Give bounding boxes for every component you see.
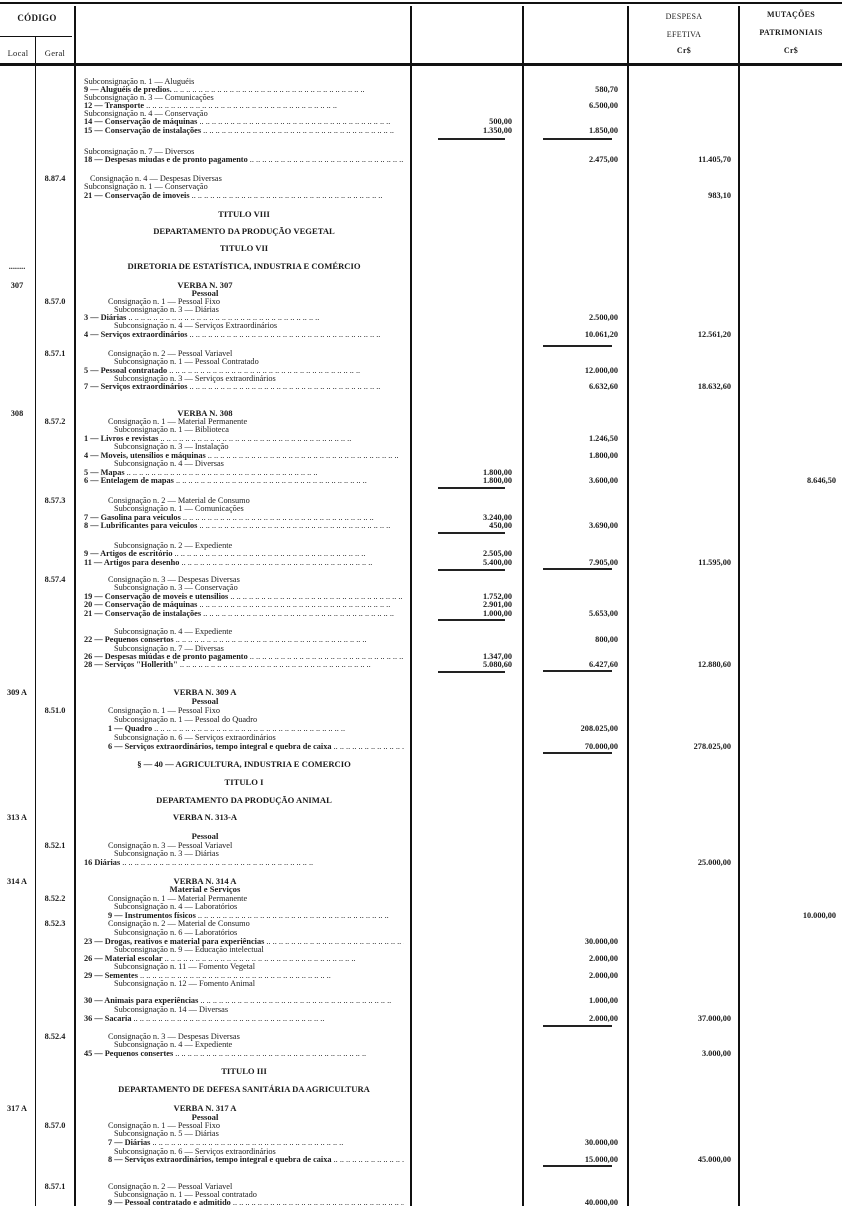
line-description: Consignação n. 3 — Despesas Diversas: [108, 575, 240, 584]
line-description: Subconsignação n. 4 — Expediente: [114, 1040, 233, 1049]
line-description: Consignação n. 4 — Despesas Diversas: [90, 174, 222, 183]
line-description: Subconsignação n. 1 — Pessoal do Quadro: [114, 715, 258, 724]
verba-title: VERBA N. 309 A: [173, 687, 237, 697]
verba-row: [0, 813, 842, 822]
section-title: TITULO VIII: [218, 209, 270, 219]
section-heading-row: [0, 244, 842, 253]
amount-c3: 12.561,20: [697, 330, 731, 339]
geral-header: Geral: [44, 48, 66, 58]
table-row: [0, 330, 842, 339]
sum-rule: [543, 1165, 612, 1167]
amount-c1: 3.240,00: [482, 513, 512, 522]
section-heading-row: [0, 1067, 842, 1076]
table-row: [0, 600, 842, 609]
amount-c1: 5.080,60: [482, 660, 512, 669]
section-heading-row: [0, 262, 842, 271]
amount-c2: 10.061,20: [584, 330, 618, 339]
geral-code: 8.57.0: [44, 1121, 66, 1130]
section-title: DIRETORIA DE ESTATÍSTICA, INDUSTRIA E COMÉRCIO: [127, 261, 361, 271]
amount-c1: 450,00: [489, 521, 512, 530]
amount-c2: 2.000,00: [588, 954, 618, 963]
table-row: [0, 919, 842, 928]
amount-c2: 7.905,00: [588, 558, 618, 567]
sum-rule: [543, 1025, 612, 1027]
line-description: Consignação n. 2 — Pessoal Variavel: [108, 349, 233, 358]
table-row: [0, 858, 842, 867]
line-description: Subconsignação n. 6 — Laboratórios: [114, 928, 238, 937]
line-description: 5 — Mapas .. ..: [84, 468, 404, 477]
amount-c3: 18.632,60: [697, 382, 731, 391]
table-row: [0, 1040, 842, 1049]
table-row: [0, 928, 842, 937]
line-description: 6 — Entelagem de mapas .. ..: [84, 476, 404, 485]
sum-rule: [438, 671, 505, 673]
amount-c2: 12.000,00: [584, 366, 618, 375]
table-row: [0, 1049, 842, 1058]
amount-c1: 1.800,00: [482, 468, 512, 477]
table-row: [0, 1129, 842, 1138]
amount-c2: 1.800,00: [588, 451, 618, 460]
section-heading-row: [0, 760, 842, 769]
amount-c2: 2.500,00: [588, 313, 618, 322]
line-description: 7 — Diárias .. ..: [108, 1138, 404, 1147]
section-heading-row: [0, 227, 842, 236]
table-row: [0, 558, 842, 567]
verba-row: [0, 885, 842, 894]
top-rule: [0, 2, 842, 4]
amount-c2: 208.025,00: [580, 724, 618, 733]
local-code: 317 A: [6, 1104, 28, 1113]
verba-title: VERBA N. 314 A: [173, 876, 237, 886]
verba-row: [0, 1104, 842, 1113]
line-description: Subconsignação n. 9 — Educação intelectual: [114, 945, 264, 954]
line-description: Subconsignação n. 4 — Laboratórios: [114, 902, 238, 911]
amount-c2: 2.475,00: [588, 155, 618, 164]
line-description: Subconsignação n. 3 — Diárias: [114, 305, 219, 314]
amount-c1: 5.400,00: [482, 558, 512, 567]
section-title: DEPARTAMENTO DA PRODUÇÃO VEGETAL: [153, 226, 335, 236]
despesa-header-1: DESPESA: [665, 12, 703, 21]
line-description: Subconsignação n. 1 — Conservação: [84, 182, 208, 191]
section-title: TITULO I: [224, 777, 264, 787]
line-description: Subconsignação n. 3 — Instalação: [114, 442, 229, 451]
table-row: [0, 945, 842, 954]
section-heading-row: [0, 778, 842, 787]
line-description: 7 — Serviços extraordinários .. ..: [84, 382, 404, 391]
verba-row: [0, 688, 842, 697]
mutacoes-header-3: Cr$: [783, 46, 799, 55]
line-description: Subconsignação n. 3 — Serviços extraordinários: [114, 374, 276, 383]
line-description: Consignação n. 3 — Despesas Diversas: [108, 1032, 240, 1041]
codigo-header: CÓDIGO: [17, 13, 57, 23]
line-description: 21 — Conservação de imoveis .. ..: [84, 191, 404, 200]
amount-c2: 580,70: [595, 85, 618, 94]
geral-code: 8.57.1: [44, 349, 66, 358]
line-description: 11 — Artigos para desenho .. ..: [84, 558, 404, 567]
local-code: 307: [10, 281, 24, 290]
line-description: 9 — Aluguéis de predios. .. ..: [84, 85, 404, 94]
table-row: [0, 459, 842, 468]
amount-c2: 2.000,00: [588, 1014, 618, 1023]
line-description: Consignação n. 1 — Pessoal Fixo: [108, 1121, 221, 1130]
verba-title: VERBA N. 308: [177, 408, 233, 418]
amount-c2: 1.850,00: [588, 126, 618, 135]
table-row: [0, 1005, 842, 1014]
line-description: 16 Diárias .. ..: [84, 858, 404, 867]
line-description: 9 — Artigos de escritório .. ..: [84, 549, 404, 558]
geral-code: 8.57.3: [44, 496, 66, 505]
sum-rule: [438, 487, 505, 489]
despesa-header-2: EFETIVA: [666, 30, 702, 39]
line-description: 21 — Conservação de instalações .. ..: [84, 609, 404, 618]
sum-rule: [543, 138, 612, 140]
line-description: Subconsignação n. 4 — Conservação: [84, 109, 208, 118]
amount-c3: 11.595,00: [698, 558, 731, 567]
local-header: Local: [7, 48, 29, 58]
amount-c3: 11.405,70: [698, 155, 731, 164]
line-description: Subconsignação n. 14 — Diversas: [114, 1005, 229, 1014]
line-description: Consignação n. 1 — Pessoal Fixo: [108, 297, 221, 306]
sum-rule: [543, 670, 612, 672]
line-description: Subconsignação n. 1 — Pessoal contratado: [114, 1190, 257, 1199]
geral-code: 8.51.0: [44, 706, 66, 715]
line-description: Consignação n. 2 — Material de Consumo: [108, 919, 250, 928]
line-description: 19 — Conservação de moveis e utensilios .. ..: [84, 592, 404, 601]
section-title: DEPARTAMENTO DA PRODUÇÃO ANIMAL: [156, 795, 332, 805]
table-row: [0, 1014, 842, 1023]
amount-c2: 70.000,00: [584, 742, 618, 751]
amount-c1: 1.347,00: [482, 652, 512, 661]
amount-c2: 3.600,00: [588, 476, 618, 485]
amount-c2: 30.000,00: [584, 1138, 618, 1147]
line-description: 15 — Conservação de instalações .. ..: [84, 126, 404, 135]
table-row: [0, 321, 842, 330]
table-row: [0, 962, 842, 971]
line-description: Subconsignação n. 6 — Serviços extraordinários: [114, 1147, 276, 1156]
local-code: 309 A: [6, 688, 28, 697]
amount-c1: 1.000,00: [482, 609, 512, 618]
line-description: Consignação n. 3 — Pessoal Variavel: [108, 841, 233, 850]
amount-c2: 800,00: [595, 635, 618, 644]
amount-c2: 6.632,60: [588, 382, 618, 391]
verba-title: Material e Serviços: [169, 884, 241, 894]
line-description: 4 — Moveis, utensilios e máquinas .. ..: [84, 451, 404, 460]
line-description: Subconsignação n. 5 — Diárias: [114, 1129, 219, 1138]
table-row: [0, 996, 842, 1005]
line-description: Subconsignação n. 1 — Aluguéis: [84, 77, 195, 86]
codigo-divider: [0, 36, 72, 37]
geral-code: 8.57.2: [44, 417, 66, 426]
line-description: 23 — Drogas, reativos e material para experiências .. ..: [84, 937, 404, 946]
amount-c4: 8.646,50: [806, 476, 836, 485]
sum-rule: [543, 345, 612, 347]
line-description: Subconsignação n. 4 — Diversas: [114, 459, 224, 468]
amount-c3: 983,10: [708, 191, 731, 200]
verba-title: Pessoal: [191, 696, 219, 706]
geral-code: 8.87.4: [44, 174, 66, 183]
table-row: [0, 706, 842, 715]
table-row: [0, 583, 842, 592]
amount-c3: 12.880,60: [697, 660, 731, 669]
geral-code: 8.52.1: [44, 841, 66, 850]
amount-c1: 1.800,00: [482, 476, 512, 485]
amount-c3: 45.000,00: [697, 1155, 731, 1164]
line-description: Consignação n. 1 — Pessoal Fixo: [108, 706, 221, 715]
amount-c2: 40.000,00: [584, 1198, 618, 1207]
table-row: [0, 849, 842, 858]
line-description: 14 — Conservação de máquinas .. ..: [84, 117, 404, 126]
line-description: 9 — Instrumentos físicos .. ..: [108, 911, 404, 920]
line-description: Subconsignação n. 3 — Comunicações: [84, 93, 214, 102]
line-description: Consignação n. 2 — Pessoal Variavel: [108, 1182, 233, 1191]
line-description: 12 — Transporte .. ..: [84, 101, 404, 110]
line-description: 18 — Despesas miudas e de pronto pagamento .. ..: [84, 155, 404, 164]
geral-code: 8.52.3: [44, 919, 66, 928]
line-description: 4 — Serviços extraordinários .. ..: [84, 330, 404, 339]
table-row: [0, 425, 842, 434]
table-row: [0, 357, 842, 366]
line-description: Subconsignação n. 7 — Diversas: [114, 644, 224, 653]
amount-c1: 1.350,00: [482, 126, 512, 135]
section-title: TITULO III: [221, 1066, 267, 1076]
amount-c3: 278.025,00: [693, 742, 731, 751]
line-description: Subconsignação n. 1 — Biblioteca: [114, 425, 229, 434]
local-code: 308: [10, 409, 24, 418]
line-description: Consignação n. 2 — Material de Consumo: [108, 496, 250, 505]
verba-row: [0, 697, 842, 706]
table-row: [0, 382, 842, 391]
table-row: [0, 1138, 842, 1147]
line-description: 29 — Sementes .. ..: [84, 971, 404, 980]
table-row: [0, 117, 842, 126]
table-row: [0, 742, 842, 751]
amount-c1: 2.505,00: [482, 549, 512, 558]
amount-c1: 500,00: [489, 117, 512, 126]
amount-c2: 3.690,00: [588, 521, 618, 530]
table-row: [0, 442, 842, 451]
sum-rule: [543, 752, 612, 754]
line-description: Subconsignação n. 3 — Diárias: [114, 849, 219, 858]
table-row: [0, 521, 842, 530]
mutacoes-header-2: PATRIMONIAIS: [759, 28, 823, 37]
line-description: 3 — Diárias .. ..: [84, 313, 404, 322]
table-row: [0, 191, 842, 200]
amount-c2: 1.000,00: [588, 996, 618, 1005]
table-row: [0, 155, 842, 164]
amount-c3: 25.000,00: [697, 858, 731, 867]
line-description: 9 — Pessoal contratado e admitido .. ..: [108, 1198, 404, 1207]
table-row: [0, 715, 842, 724]
geral-code: 8.57.4: [44, 575, 66, 584]
section-heading-row: [0, 210, 842, 219]
section-title: DEPARTAMENTO DE DEFESA SANITÁRIA DA AGRICULTURA: [118, 1084, 370, 1094]
line-description: Consignação n. 1 — Material Permanente: [108, 894, 248, 903]
local-code: 314 A: [6, 877, 28, 886]
header-bottom-rule: [0, 63, 842, 66]
line-description: Subconsignação n. 4 — Serviços Extraordinários: [114, 321, 278, 330]
amount-c1: 2.901,00: [482, 600, 512, 609]
line-description: 45 — Pequenos consertes .. ..: [84, 1049, 404, 1058]
table-row: [0, 1155, 842, 1164]
verba-row: [0, 832, 842, 841]
line-description: 28 — Serviços "Hollerith" .. ..: [84, 660, 404, 669]
amount-c2: 2.000,00: [588, 971, 618, 980]
geral-code: 8.57.1: [44, 1182, 66, 1191]
line-description: 8 — Serviços extraordinários, tempo integral e quebra de caixa .. ..: [108, 1155, 404, 1164]
local-code: 313 A: [6, 813, 28, 822]
line-description: Subconsignação n. 12 — Fomento Animal: [114, 979, 256, 988]
amount-c1: 1.752,00: [482, 592, 512, 601]
verba-title: VERBA N. 317 A: [173, 1103, 237, 1113]
verba-title: VERBA N. 307: [177, 280, 233, 290]
sum-rule: [543, 568, 612, 570]
amount-c3: 37.000,00: [697, 1014, 731, 1023]
section-title: TITULO VII: [219, 243, 269, 253]
line-description: 6 — Serviços extraordinários, tempo integral e quebra de caixa .. ..: [108, 742, 404, 751]
line-description: Subconsignação n. 6 — Serviços extraordinários: [114, 733, 276, 742]
amount-c2: 6.427,60: [588, 660, 618, 669]
verba-title: Pessoal: [191, 288, 219, 298]
line-description: 26 — Despesas miúdas e de pronto pagamento .. ..: [84, 652, 404, 661]
table-row: [0, 504, 842, 513]
amount-c2: 6.500,00: [588, 101, 618, 110]
line-description: 30 — Animais para experiências .. ..: [84, 996, 404, 1005]
table-row: [0, 979, 842, 988]
table-row: [0, 660, 842, 669]
line-description: Subconsignação n. 1 — Pessoal Contratado: [114, 357, 259, 366]
line-description: 36 — Sacaria .. ..: [84, 1014, 404, 1023]
line-description: 22 — Pequenos consertos .. ..: [84, 635, 404, 644]
geral-code: 8.52.4: [44, 1032, 66, 1041]
verba-title: VERBA N. 313-A: [172, 812, 238, 822]
table-row: [0, 635, 842, 644]
local-code: ........: [8, 262, 26, 271]
table-row: [0, 476, 842, 485]
line-description: Subconsignação n. 11 — Fomento Vegetal: [114, 962, 256, 971]
sum-rule: [438, 569, 505, 571]
sum-rule: [438, 532, 505, 534]
sum-rule: [438, 619, 505, 621]
line-description: 8 — Lubrificantes para veiculos .. ..: [84, 521, 404, 530]
mutacoes-header-1: MUTAÇÕES: [766, 10, 816, 19]
line-description: 26 — Material escolar .. ..: [84, 954, 404, 963]
amount-c2: 15.000,00: [584, 1155, 618, 1164]
line-description: 20 — Conservação de máquinas .. ..: [84, 600, 404, 609]
despesa-header-3: Cr$: [676, 46, 692, 55]
sum-rule: [438, 138, 505, 140]
line-description: Subconsignação n. 3 — Conservação: [114, 583, 238, 592]
section-heading-row: [0, 1085, 842, 1094]
geral-code: 8.57.0: [44, 297, 66, 306]
section-title: § — 40 — AGRICULTURA, INDUSTRIA E COMERCIO: [137, 759, 351, 769]
table-row: [0, 724, 842, 733]
line-description: 1 — Livros e revistas .. ..: [84, 434, 404, 443]
amount-c3: 3.000,00: [701, 1049, 731, 1058]
line-description: 7 — Gasolina para veiculos .. ..: [84, 513, 404, 522]
line-description: 5 — Pessoal contratado .. ..: [84, 366, 404, 375]
amount-c4: 10.000,00: [802, 911, 836, 920]
verba-title: Pessoal: [191, 1112, 219, 1122]
line-description: Subconsignação n. 4 — Expediente: [114, 627, 233, 636]
table-row: [0, 902, 842, 911]
line-description: Subconsignação n. 1 — Comunicações: [114, 504, 244, 513]
table-row: [0, 126, 842, 135]
table-row: [0, 182, 842, 191]
amount-c2: 30.000,00: [584, 937, 618, 946]
table-row: [0, 549, 842, 558]
table-row: [0, 733, 842, 742]
line-description: 1 — Quadro .. ..: [108, 724, 404, 733]
amount-c2: 1.246,50: [588, 434, 618, 443]
line-description: Subconsignação n. 2 — Expediente: [114, 541, 233, 550]
geral-code: 8.52.2: [44, 894, 66, 903]
section-heading-row: [0, 796, 842, 805]
line-description: Consignação n. 1 — Material Permanente: [108, 417, 248, 426]
line-description: Subconsignação n. 7 — Diversos: [84, 147, 195, 156]
amount-c2: 5.653,00: [588, 609, 618, 618]
table-row: [0, 609, 842, 618]
verba-title: Pessoal: [191, 831, 219, 841]
